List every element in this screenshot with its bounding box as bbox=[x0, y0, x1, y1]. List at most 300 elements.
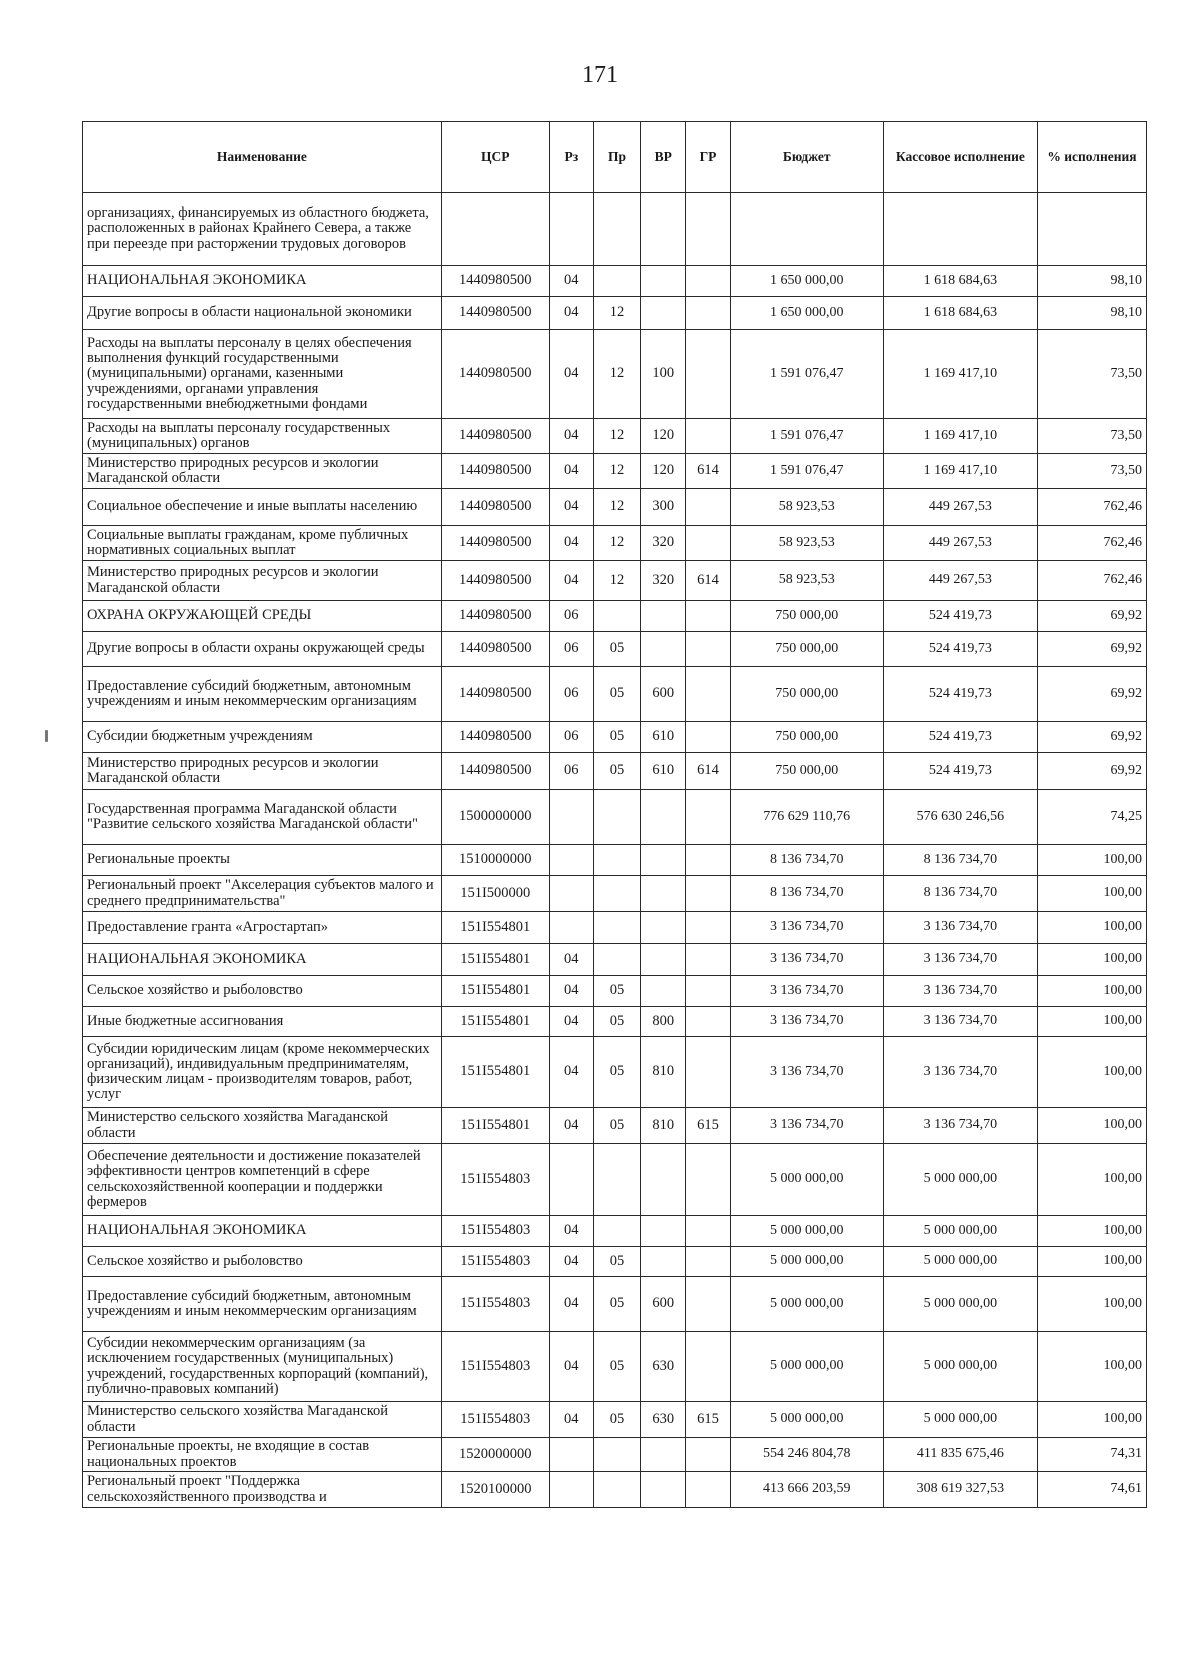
table-row bbox=[83, 1108, 1147, 1144]
cell-name: НАЦИОНАЛЬНАЯ ЭКОНОМИКА bbox=[83, 944, 442, 976]
table-row bbox=[83, 419, 1147, 454]
cell-pr: 05 bbox=[593, 1277, 640, 1332]
table-row bbox=[83, 667, 1147, 722]
cell-csr: 151I554801 bbox=[441, 1108, 549, 1144]
table-row bbox=[83, 1144, 1147, 1216]
cell-pct: 100,00 bbox=[1037, 1277, 1146, 1332]
cell-name: Обеспечение деятельности и достижение показателей эффективности центров компетенций в сфере сельскохозяйственной кооперации и поддержки фермеров bbox=[83, 1144, 442, 1216]
cell-name: Предоставление гранта «Агростартап» bbox=[83, 912, 442, 944]
cell-pct: 762,46 bbox=[1037, 561, 1146, 601]
cell-cash: 3 136 734,70 bbox=[883, 1007, 1037, 1037]
table-row bbox=[83, 944, 1147, 976]
cell-vr bbox=[641, 1438, 686, 1472]
cell-vr: 600 bbox=[641, 1277, 686, 1332]
cell-vr: 320 bbox=[641, 526, 686, 561]
scan-mark bbox=[45, 730, 48, 742]
cell-vr: 600 bbox=[641, 667, 686, 722]
cell-rz: 04 bbox=[549, 976, 593, 1007]
col-header-pct: % исполнения bbox=[1037, 122, 1146, 193]
cell-cash: 1 618 684,63 bbox=[883, 297, 1037, 330]
cell-vr: 610 bbox=[641, 753, 686, 790]
cell-gr bbox=[686, 912, 730, 944]
cell-pct: 74,31 bbox=[1037, 1438, 1146, 1472]
cell-pr: 12 bbox=[593, 489, 640, 526]
cell-name: Региональные проекты bbox=[83, 845, 442, 876]
cell-pct: 762,46 bbox=[1037, 526, 1146, 561]
cell-gr bbox=[686, 419, 730, 454]
col-header-cash: Кассовое исполнение bbox=[883, 122, 1037, 193]
cell-rz: 04 bbox=[549, 489, 593, 526]
cell-csr: 1440980500 bbox=[441, 330, 549, 419]
cell-gr bbox=[686, 1216, 730, 1247]
cell-name: Субсидии бюджетным учреждениям bbox=[83, 722, 442, 753]
cell-pct: 100,00 bbox=[1037, 1144, 1146, 1216]
cell-budget: 750 000,00 bbox=[730, 722, 883, 753]
cell-csr: 1440980500 bbox=[441, 561, 549, 601]
cell-budget: 3 136 734,70 bbox=[730, 912, 883, 944]
cell-cash: 524 419,73 bbox=[883, 753, 1037, 790]
cell-rz: 04 bbox=[549, 526, 593, 561]
cell-vr: 810 bbox=[641, 1108, 686, 1144]
cell-cash: 576 630 246,56 bbox=[883, 790, 1037, 845]
cell-pr bbox=[593, 944, 640, 976]
cell-pr bbox=[593, 876, 640, 912]
cell-pct: 100,00 bbox=[1037, 1108, 1146, 1144]
cell-pct: 100,00 bbox=[1037, 876, 1146, 912]
cell-pct: 98,10 bbox=[1037, 297, 1146, 330]
cell-csr: 151I554801 bbox=[441, 912, 549, 944]
cell-gr bbox=[686, 1332, 730, 1402]
table-row bbox=[83, 1402, 1147, 1438]
cell-rz bbox=[549, 1144, 593, 1216]
table-row bbox=[83, 193, 1147, 266]
cell-rz bbox=[549, 1472, 593, 1508]
cell-name: Региональные проекты, не входящие в состав национальных проектов bbox=[83, 1438, 442, 1472]
cell-gr bbox=[686, 1247, 730, 1277]
cell-pr bbox=[593, 790, 640, 845]
cell-pct: 73,50 bbox=[1037, 454, 1146, 489]
cell-csr: 1440980500 bbox=[441, 297, 549, 330]
cell-name: Социальное обеспечение и иные выплаты населению bbox=[83, 489, 442, 526]
cell-budget: 750 000,00 bbox=[730, 601, 883, 632]
cell-vr bbox=[641, 944, 686, 976]
cell-vr bbox=[641, 1472, 686, 1508]
table-row bbox=[83, 561, 1147, 601]
cell-cash: 1 169 417,10 bbox=[883, 419, 1037, 454]
cell-csr: 1500000000 bbox=[441, 790, 549, 845]
cell-gr bbox=[686, 876, 730, 912]
cell-rz: 04 bbox=[549, 297, 593, 330]
cell-rz: 06 bbox=[549, 722, 593, 753]
cell-rz: 06 bbox=[549, 601, 593, 632]
cell-budget: 1 650 000,00 bbox=[730, 266, 883, 297]
cell-pr: 05 bbox=[593, 976, 640, 1007]
cell-pct: 100,00 bbox=[1037, 912, 1146, 944]
cell-cash: 3 136 734,70 bbox=[883, 976, 1037, 1007]
cell-csr: 1440980500 bbox=[441, 419, 549, 454]
cell-vr: 320 bbox=[641, 561, 686, 601]
cell-pct: 100,00 bbox=[1037, 845, 1146, 876]
cell-name: Социальные выплаты гражданам, кроме публичных нормативных социальных выплат bbox=[83, 526, 442, 561]
cell-csr: 151I554801 bbox=[441, 1007, 549, 1037]
table-row bbox=[83, 876, 1147, 912]
cell-pr: 12 bbox=[593, 561, 640, 601]
cell-pr: 05 bbox=[593, 1007, 640, 1037]
cell-csr: 151I554803 bbox=[441, 1402, 549, 1438]
cell-pr: 12 bbox=[593, 297, 640, 330]
cell-budget: 750 000,00 bbox=[730, 632, 883, 667]
cell-vr bbox=[641, 790, 686, 845]
cell-rz bbox=[549, 193, 593, 266]
page-number: 171 bbox=[582, 62, 618, 88]
cell-name: Расходы на выплаты персоналу государственных (муниципальных) органов bbox=[83, 419, 442, 454]
cell-rz: 04 bbox=[549, 1007, 593, 1037]
cell-pr: 12 bbox=[593, 330, 640, 419]
cell-pr: 12 bbox=[593, 454, 640, 489]
cell-gr bbox=[686, 1144, 730, 1216]
cell-name: Предоставление субсидий бюджетным, автономным учреждениям и иным некоммерческим организациям bbox=[83, 667, 442, 722]
cell-pct: 73,50 bbox=[1037, 330, 1146, 419]
cell-pr: 05 bbox=[593, 667, 640, 722]
cell-cash: 524 419,73 bbox=[883, 722, 1037, 753]
cell-csr: 151I554803 bbox=[441, 1332, 549, 1402]
cell-csr: 1440980500 bbox=[441, 454, 549, 489]
cell-name: НАЦИОНАЛЬНАЯ ЭКОНОМИКА bbox=[83, 1216, 442, 1247]
cell-gr: 615 bbox=[686, 1402, 730, 1438]
cell-gr: 615 bbox=[686, 1108, 730, 1144]
cell-budget: 1 650 000,00 bbox=[730, 297, 883, 330]
table-row bbox=[83, 1472, 1147, 1508]
cell-budget: 58 923,53 bbox=[730, 561, 883, 601]
cell-name: организациях, финансируемых из областного бюджета, расположенных в районах Крайнего Севера, а также при переезде при расторжении трудовых договоров bbox=[83, 193, 442, 266]
cell-gr bbox=[686, 266, 730, 297]
cell-csr: 1440980500 bbox=[441, 526, 549, 561]
cell-cash: 524 419,73 bbox=[883, 601, 1037, 632]
cell-pct: 100,00 bbox=[1037, 1332, 1146, 1402]
cell-vr bbox=[641, 266, 686, 297]
cell-gr bbox=[686, 790, 730, 845]
cell-csr: 151I554801 bbox=[441, 976, 549, 1007]
table-row bbox=[83, 632, 1147, 667]
cell-cash: 3 136 734,70 bbox=[883, 1108, 1037, 1144]
cell-csr bbox=[441, 193, 549, 266]
cell-vr: 610 bbox=[641, 722, 686, 753]
cell-vr: 630 bbox=[641, 1332, 686, 1402]
cell-cash: 308 619 327,53 bbox=[883, 1472, 1037, 1508]
cell-name: Государственная программа Магаданской области "Развитие сельского хозяйства Магаданской области" bbox=[83, 790, 442, 845]
cell-budget: 3 136 734,70 bbox=[730, 1108, 883, 1144]
table-row bbox=[83, 601, 1147, 632]
cell-budget: 776 629 110,76 bbox=[730, 790, 883, 845]
cell-gr bbox=[686, 1438, 730, 1472]
cell-cash: 411 835 675,46 bbox=[883, 1438, 1037, 1472]
cell-rz: 04 bbox=[549, 330, 593, 419]
col-header-pr: Пр bbox=[593, 122, 640, 193]
cell-budget: 5 000 000,00 bbox=[730, 1332, 883, 1402]
col-header-gr: ГР bbox=[686, 122, 730, 193]
cell-rz: 06 bbox=[549, 632, 593, 667]
cell-pr bbox=[593, 912, 640, 944]
cell-rz bbox=[549, 876, 593, 912]
cell-rz: 04 bbox=[549, 1332, 593, 1402]
cell-budget: 554 246 804,78 bbox=[730, 1438, 883, 1472]
cell-vr: 100 bbox=[641, 330, 686, 419]
cell-pct: 74,25 bbox=[1037, 790, 1146, 845]
cell-vr bbox=[641, 876, 686, 912]
cell-csr: 151I554803 bbox=[441, 1216, 549, 1247]
cell-pct: 100,00 bbox=[1037, 1037, 1146, 1108]
cell-budget: 58 923,53 bbox=[730, 526, 883, 561]
cell-cash: 449 267,53 bbox=[883, 489, 1037, 526]
cell-rz: 04 bbox=[549, 1402, 593, 1438]
cell-vr: 300 bbox=[641, 489, 686, 526]
cell-vr: 810 bbox=[641, 1037, 686, 1108]
cell-budget: 5 000 000,00 bbox=[730, 1216, 883, 1247]
table-header bbox=[83, 122, 1147, 193]
cell-budget: 3 136 734,70 bbox=[730, 976, 883, 1007]
cell-csr: 1440980500 bbox=[441, 722, 549, 753]
cell-pr bbox=[593, 1472, 640, 1508]
cell-pct: 69,92 bbox=[1037, 722, 1146, 753]
cell-pr bbox=[593, 193, 640, 266]
col-header-budget: Бюджет bbox=[730, 122, 883, 193]
cell-pct: 100,00 bbox=[1037, 1402, 1146, 1438]
cell-budget: 750 000,00 bbox=[730, 753, 883, 790]
table-row bbox=[83, 753, 1147, 790]
cell-gr bbox=[686, 667, 730, 722]
cell-pct: 69,92 bbox=[1037, 601, 1146, 632]
table-row bbox=[83, 454, 1147, 489]
cell-gr bbox=[686, 632, 730, 667]
cell-vr bbox=[641, 632, 686, 667]
cell-vr: 120 bbox=[641, 419, 686, 454]
cell-vr: 630 bbox=[641, 1402, 686, 1438]
cell-gr bbox=[686, 489, 730, 526]
table-row bbox=[83, 1247, 1147, 1277]
table-row bbox=[83, 912, 1147, 944]
cell-budget: 5 000 000,00 bbox=[730, 1277, 883, 1332]
cell-vr bbox=[641, 976, 686, 1007]
cell-rz: 04 bbox=[549, 1216, 593, 1247]
cell-csr: 151I554801 bbox=[441, 1037, 549, 1108]
table-row bbox=[83, 790, 1147, 845]
col-header-csr: ЦСР bbox=[441, 122, 549, 193]
table-row bbox=[83, 1332, 1147, 1402]
cell-pct: 73,50 bbox=[1037, 419, 1146, 454]
table-row bbox=[83, 845, 1147, 876]
cell-csr: 151I500000 bbox=[441, 876, 549, 912]
cell-csr: 1520100000 bbox=[441, 1472, 549, 1508]
cell-pct: 69,92 bbox=[1037, 753, 1146, 790]
cell-cash: 3 136 734,70 bbox=[883, 1037, 1037, 1108]
cell-cash: 524 419,73 bbox=[883, 667, 1037, 722]
cell-rz: 04 bbox=[549, 561, 593, 601]
table-row bbox=[83, 976, 1147, 1007]
cell-gr bbox=[686, 601, 730, 632]
cell-cash: 1 618 684,63 bbox=[883, 266, 1037, 297]
cell-budget: 3 136 734,70 bbox=[730, 1037, 883, 1108]
cell-pct: 100,00 bbox=[1037, 976, 1146, 1007]
cell-gr: 614 bbox=[686, 561, 730, 601]
table-row bbox=[83, 1438, 1147, 1472]
cell-rz: 04 bbox=[549, 1277, 593, 1332]
cell-cash: 5 000 000,00 bbox=[883, 1402, 1037, 1438]
table-row bbox=[83, 489, 1147, 526]
cell-gr bbox=[686, 193, 730, 266]
cell-cash: 449 267,53 bbox=[883, 561, 1037, 601]
cell-rz: 04 bbox=[549, 454, 593, 489]
cell-budget: 1 591 076,47 bbox=[730, 330, 883, 419]
cell-csr: 1440980500 bbox=[441, 667, 549, 722]
cell-pct: 762,46 bbox=[1037, 489, 1146, 526]
table-row bbox=[83, 330, 1147, 419]
col-header-rz: Рз bbox=[549, 122, 593, 193]
cell-pr: 05 bbox=[593, 632, 640, 667]
cell-pct: 100,00 bbox=[1037, 1007, 1146, 1037]
cell-cash bbox=[883, 193, 1037, 266]
cell-budget: 3 136 734,70 bbox=[730, 1007, 883, 1037]
cell-rz: 04 bbox=[549, 266, 593, 297]
cell-budget: 5 000 000,00 bbox=[730, 1144, 883, 1216]
cell-pct: 69,92 bbox=[1037, 632, 1146, 667]
cell-rz bbox=[549, 912, 593, 944]
cell-csr: 1440980500 bbox=[441, 266, 549, 297]
cell-gr: 614 bbox=[686, 454, 730, 489]
cell-cash: 8 136 734,70 bbox=[883, 845, 1037, 876]
cell-gr bbox=[686, 845, 730, 876]
cell-budget: 8 136 734,70 bbox=[730, 876, 883, 912]
cell-gr bbox=[686, 526, 730, 561]
table-row bbox=[83, 722, 1147, 753]
cell-pr: 05 bbox=[593, 1108, 640, 1144]
cell-budget: 1 591 076,47 bbox=[730, 419, 883, 454]
table-row bbox=[83, 526, 1147, 561]
table-row bbox=[83, 1037, 1147, 1108]
cell-name: Сельское хозяйство и рыболовство bbox=[83, 976, 442, 1007]
cell-pr bbox=[593, 1216, 640, 1247]
cell-rz: 06 bbox=[549, 753, 593, 790]
cell-rz: 04 bbox=[549, 1108, 593, 1144]
cell-rz: 04 bbox=[549, 1037, 593, 1108]
cell-rz: 04 bbox=[549, 419, 593, 454]
cell-name: Другие вопросы в области охраны окружающей среды bbox=[83, 632, 442, 667]
cell-budget: 8 136 734,70 bbox=[730, 845, 883, 876]
cell-pr: 05 bbox=[593, 1332, 640, 1402]
cell-pr: 12 bbox=[593, 419, 640, 454]
cell-budget: 5 000 000,00 bbox=[730, 1402, 883, 1438]
cell-budget: 1 591 076,47 bbox=[730, 454, 883, 489]
cell-pct: 98,10 bbox=[1037, 266, 1146, 297]
cell-gr bbox=[686, 976, 730, 1007]
table-row bbox=[83, 1007, 1147, 1037]
cell-gr bbox=[686, 297, 730, 330]
cell-gr bbox=[686, 722, 730, 753]
cell-cash: 3 136 734,70 bbox=[883, 944, 1037, 976]
cell-name: Иные бюджетные ассигнования bbox=[83, 1007, 442, 1037]
cell-name: Министерство природных ресурсов и экологии Магаданской области bbox=[83, 561, 442, 601]
cell-name: Субсидии некоммерческим организациям (за исключением государственных (муниципальных) учреждений, государственных корпораций (компаний), публично-правовых компаний) bbox=[83, 1332, 442, 1402]
cell-vr bbox=[641, 845, 686, 876]
cell-name: Субсидии юридическим лицам (кроме некоммерческих организаций), индивидуальным предпринимателям, физическим лицам - производителям товаров, работ, услуг bbox=[83, 1037, 442, 1108]
cell-name: Сельское хозяйство и рыболовство bbox=[83, 1247, 442, 1277]
cell-name: Министерство сельского хозяйства Магаданской области bbox=[83, 1402, 442, 1438]
cell-gr bbox=[686, 944, 730, 976]
cell-pct: 100,00 bbox=[1037, 1216, 1146, 1247]
cell-name: Министерство сельского хозяйства Магаданской области bbox=[83, 1108, 442, 1144]
cell-name: Министерство природных ресурсов и экологии Магаданской области bbox=[83, 454, 442, 489]
cell-budget: 3 136 734,70 bbox=[730, 944, 883, 976]
cell-pr bbox=[593, 845, 640, 876]
cell-csr: 151I554803 bbox=[441, 1144, 549, 1216]
cell-cash: 449 267,53 bbox=[883, 526, 1037, 561]
cell-cash: 524 419,73 bbox=[883, 632, 1037, 667]
col-header-name: Наименование bbox=[83, 122, 442, 193]
cell-csr: 1440980500 bbox=[441, 753, 549, 790]
cell-cash: 5 000 000,00 bbox=[883, 1332, 1037, 1402]
cell-vr bbox=[641, 193, 686, 266]
cell-cash: 3 136 734,70 bbox=[883, 912, 1037, 944]
cell-vr bbox=[641, 912, 686, 944]
cell-vr bbox=[641, 297, 686, 330]
cell-pr: 05 bbox=[593, 1402, 640, 1438]
cell-vr: 800 bbox=[641, 1007, 686, 1037]
cell-gr bbox=[686, 330, 730, 419]
cell-vr bbox=[641, 1216, 686, 1247]
table-row bbox=[83, 1216, 1147, 1247]
table-row bbox=[83, 266, 1147, 297]
table-body bbox=[83, 193, 1147, 1508]
cell-name: ОХРАНА ОКРУЖАЮЩЕЙ СРЕДЫ bbox=[83, 601, 442, 632]
cell-budget: 58 923,53 bbox=[730, 489, 883, 526]
cell-csr: 1440980500 bbox=[441, 632, 549, 667]
cell-rz: 04 bbox=[549, 944, 593, 976]
cell-csr: 151I554803 bbox=[441, 1277, 549, 1332]
cell-gr bbox=[686, 1472, 730, 1508]
cell-cash: 5 000 000,00 bbox=[883, 1277, 1037, 1332]
cell-gr bbox=[686, 1037, 730, 1108]
cell-csr: 151I554801 bbox=[441, 944, 549, 976]
cell-budget: 413 666 203,59 bbox=[730, 1472, 883, 1508]
cell-pr: 05 bbox=[593, 1037, 640, 1108]
cell-cash: 8 136 734,70 bbox=[883, 876, 1037, 912]
cell-cash: 1 169 417,10 bbox=[883, 330, 1037, 419]
cell-pr: 05 bbox=[593, 722, 640, 753]
cell-vr bbox=[641, 601, 686, 632]
cell-rz: 04 bbox=[549, 1247, 593, 1277]
cell-gr bbox=[686, 1277, 730, 1332]
cell-name: НАЦИОНАЛЬНАЯ ЭКОНОМИКА bbox=[83, 266, 442, 297]
cell-csr: 151I554803 bbox=[441, 1247, 549, 1277]
table-row bbox=[83, 297, 1147, 330]
cell-csr: 1440980500 bbox=[441, 601, 549, 632]
cell-name: Предоставление субсидий бюджетным, автономным учреждениям и иным некоммерческим организациям bbox=[83, 1277, 442, 1332]
cell-cash: 5 000 000,00 bbox=[883, 1216, 1037, 1247]
cell-vr: 120 bbox=[641, 454, 686, 489]
cell-pr bbox=[593, 1438, 640, 1472]
budget-table bbox=[82, 121, 1147, 1508]
cell-name: Другие вопросы в области национальной экономики bbox=[83, 297, 442, 330]
cell-pr: 05 bbox=[593, 1247, 640, 1277]
cell-pct: 100,00 bbox=[1037, 1247, 1146, 1277]
cell-pct: 100,00 bbox=[1037, 944, 1146, 976]
cell-gr: 614 bbox=[686, 753, 730, 790]
cell-name: Министерство природных ресурсов и экологии Магаданской области bbox=[83, 753, 442, 790]
cell-rz bbox=[549, 845, 593, 876]
cell-rz: 06 bbox=[549, 667, 593, 722]
cell-pr bbox=[593, 1144, 640, 1216]
cell-vr bbox=[641, 1247, 686, 1277]
cell-pr: 05 bbox=[593, 753, 640, 790]
